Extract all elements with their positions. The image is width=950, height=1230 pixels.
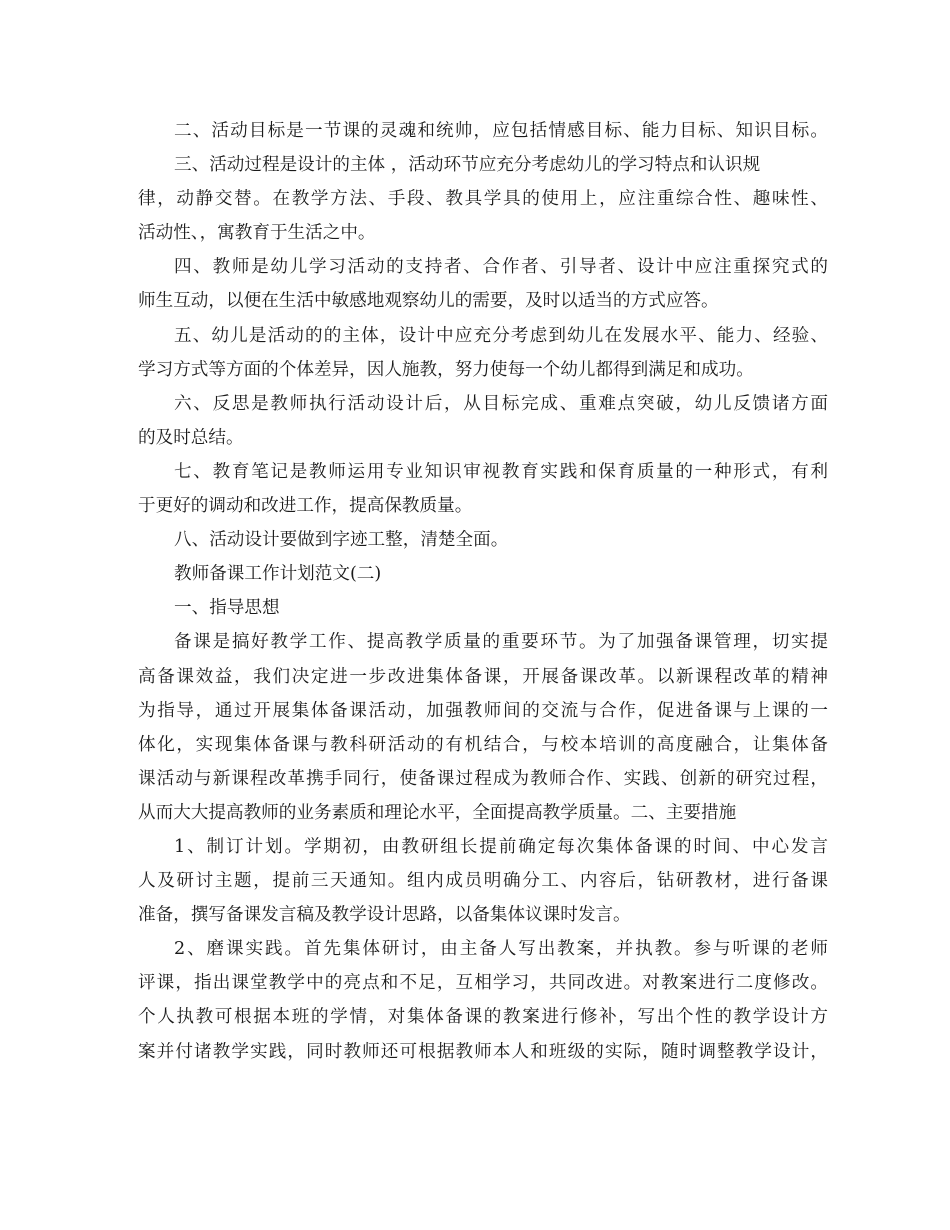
text-line: 课活动与新课程改革携手同行，使备课过程成为教师合作、实践、创新的研究过程， (138, 768, 830, 789)
text-line: 五、幼儿是活动的的主体，设计中应充分考虑到幼儿在发展水平、能力、经验、 (174, 325, 830, 346)
text-line: 活动性、，寓教育于生活之中。 (138, 223, 376, 244)
text-line: 1、制订计划。学期初，由教研组长提前确定每次集体备课的时间、中心发言 (174, 836, 830, 857)
text-line: 教师备课工作计划范文(二) (174, 564, 382, 585)
text-line: 从而大大提高教师的业务素质和理论水平，全面提高教学质量。二、主要措施 (138, 802, 737, 823)
text-line: 人及研讨主题，提前三天通知。组内成员明确分工、内容后，钻研教材，进行备课 (138, 871, 830, 892)
text-line: 评课，指出课堂教学中的亮点和不足，互相学习，共同改进。对教案进行二度修改。 (138, 973, 830, 994)
text-line: 二、活动目标是一节课的灵魂和统帅，应包括情感目标、能力目标、知识目标。 (174, 121, 830, 141)
text-line: 七、教育笔记是教师运用专业知识审视教育实践和保育质量的一种形式，有利 (174, 461, 830, 482)
text-line: 三、活动过程是设计的主体 ，活动环节应充分考虑幼儿的学习特点和认识规 (174, 155, 761, 176)
text-line: 一、指导思想 (174, 598, 280, 619)
text-line: 备课是搞好教学工作、提高教学质量的重要环节。为了加强备课管理，切实提 (174, 632, 830, 653)
text-line: 个人执教可根据本班的学情，对集体备课的教案进行修补，写出个性的教学设计方 (138, 1007, 830, 1028)
text-line: 律，动静交替。在教学方法、手段、教具学具的使用上，应注重综合性、趣味性、 (138, 189, 830, 210)
text-line: 八、活动设计要做到字迹工整，清楚全面。 (174, 530, 509, 551)
text-line: 于更好的调动和改进工作，提高保教质量。 (138, 496, 473, 517)
text-line: 师生互动，以便在生活中敏感地观察幼儿的需要，及时以适当的方式应答。 (138, 291, 719, 312)
text-line: 为指导，通过开展集体备课活动，加强教师间的交流与合作，促进备课与上课的一 (138, 700, 830, 721)
text-line: 学习方式等方面的个体差异，因人施教，努力使每一个幼儿都得到满足和成功。 (138, 359, 754, 380)
text-line: 的及时总结。 (138, 427, 244, 448)
text-line: 四、教师是幼儿学习活动的支持者、合作者、引导者、设计中应注重探究式的 (174, 257, 830, 278)
text-line: 高备课效益，我们决定进一步改进集体备课，开展备课改革。以新课程改革的精神 (138, 666, 830, 687)
text-line: 2、磨课实践。首先集体研讨，由主备人写出教案，并执教。参与听课的老师 (174, 939, 830, 960)
text-line: 体化，实现集体备课与教科研活动的有机结合，与校本培训的高度融合，让集体备 (138, 734, 830, 755)
text-line: 案并付诸教学实践，同时教师还可根据教师本人和班级的实际，随时调整教学设计， (138, 1041, 830, 1062)
text-line: 准备，撰写备课发言稿及教学设计思路，以备集体议课时发言。 (138, 905, 631, 926)
text-line: 六、反思是教师执行活动设计后，从目标完成、重难点突破，幼儿反馈诸方面 (174, 393, 830, 414)
document-body (138, 114, 828, 1069)
